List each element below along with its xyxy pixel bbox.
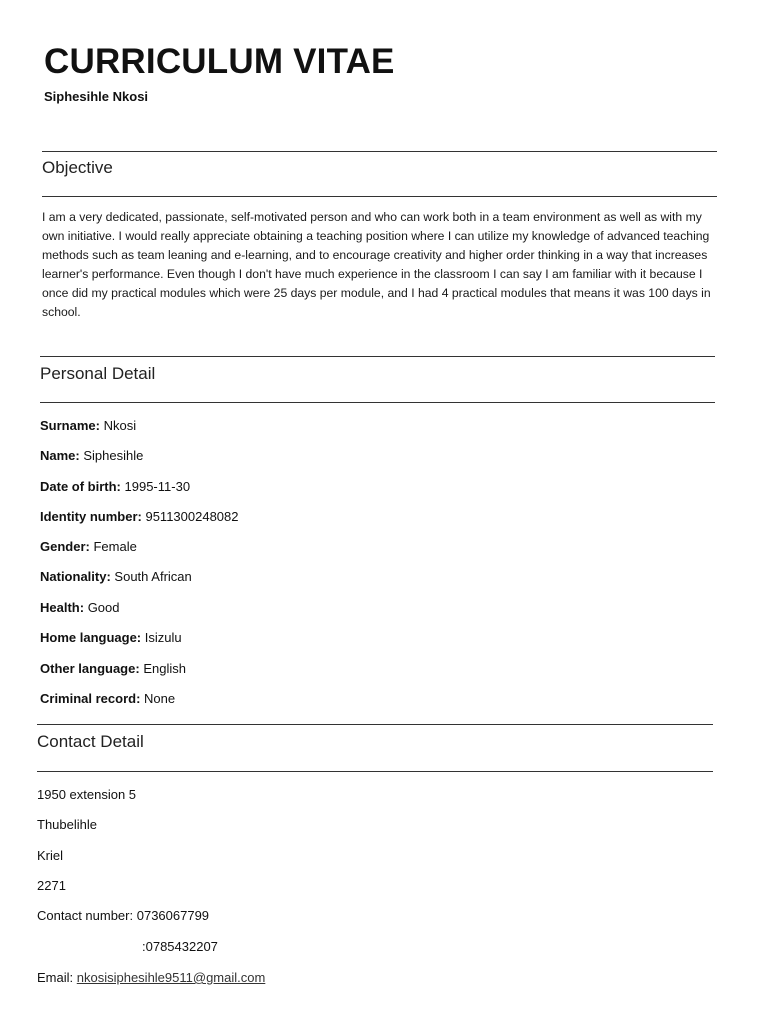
- field-label: Date of birth:: [40, 479, 121, 494]
- field-criminal-record: [40, 691, 175, 706]
- field-value: 9511300248082: [145, 509, 239, 524]
- contact-number: [37, 908, 209, 923]
- objective-heading: Objective: [42, 158, 113, 177]
- contact-number-label: Contact number:: [37, 908, 134, 923]
- field-value: Female: [93, 539, 137, 554]
- personal-detail-heading: Personal Detail: [40, 364, 156, 383]
- field-gender: [40, 539, 137, 554]
- divider: [40, 402, 715, 403]
- field-value: Good: [87, 600, 120, 615]
- field-surname: [40, 418, 136, 433]
- field-label: Surname:: [40, 418, 100, 433]
- field-label: Home language:: [40, 630, 142, 645]
- field-nationality: [40, 569, 192, 584]
- applicant-name: Siphesihle Nkosi: [44, 89, 149, 104]
- email-line: [37, 970, 265, 985]
- email-link[interactable]: nkosisiphesihle9511@gmail.com: [76, 970, 266, 985]
- field-health: [40, 600, 120, 615]
- address-line: 2271: [37, 878, 66, 893]
- divider: [42, 196, 717, 197]
- objective-paragraph: I am a very dedicated, passionate, self-motivated person and who can work both in a team environment as well as with my own initiative. I would really appreciate obtaining a teaching position where I can utilize my knowledge of advanced teaching methods such as team leaning and e-learning, and to encourage creativity and higher order thinking in a way that increases learner's performance. Even though I don't have much experience in the classroom I can say I am familiar with it because I once did my practical modules which were 25 days per module, and I had 4 practical modules that means it was 100 days in school.: [42, 210, 711, 319]
- address-line: Thubelihle: [37, 817, 97, 832]
- field-name: [40, 448, 143, 463]
- field-label: Nationality:: [40, 569, 111, 584]
- divider: [42, 151, 717, 152]
- field-value: Nkosi: [103, 418, 137, 433]
- field-value: South African: [114, 569, 192, 584]
- field-value: 1995-11-30: [124, 479, 191, 494]
- contact-detail-heading: Contact Detail: [37, 732, 144, 751]
- field-label: Identity number:: [40, 509, 142, 524]
- field-home-language: [40, 630, 182, 645]
- field-label: Gender:: [40, 539, 90, 554]
- field-date-of-birth: [40, 479, 190, 494]
- field-value: None: [144, 691, 176, 706]
- document-title: CURRICULUM VITAE: [44, 42, 395, 81]
- divider: [37, 771, 713, 772]
- email-label: Email:: [37, 970, 74, 985]
- divider: [37, 724, 713, 725]
- field-label: Other language:: [40, 661, 140, 676]
- address-line: Kriel: [37, 848, 64, 863]
- field-label: Criminal record:: [40, 691, 141, 706]
- address-line: 1950 extension 5: [37, 787, 137, 802]
- contact-number-value: 0736067799: [136, 908, 210, 923]
- field-label: Health:: [40, 600, 85, 615]
- field-value: Isizulu: [144, 630, 182, 645]
- divider: [40, 356, 715, 357]
- field-identity-number: [40, 509, 239, 524]
- field-value: English: [143, 661, 186, 676]
- field-other-language: [40, 661, 186, 676]
- contact-number-secondary: :0785432207: [142, 939, 218, 954]
- field-value: Siphesihle: [83, 448, 144, 463]
- field-label: Name:: [40, 448, 80, 463]
